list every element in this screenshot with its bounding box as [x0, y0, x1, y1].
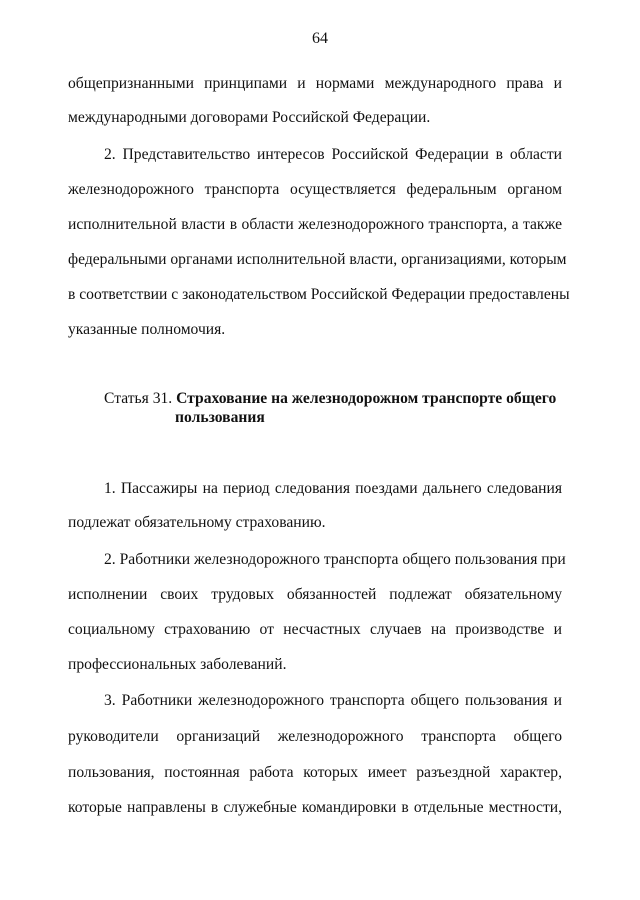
paragraph-line: 1. Пассажиры на период следования поездами дальнего следования — [104, 480, 562, 497]
article-number: Статья 31. — [104, 390, 173, 407]
paragraph-line: 2. Представительство интересов Российской Федерации в области — [104, 146, 562, 163]
paragraph-line: пользования, постоянная работа которых имеет разъездной характер, — [68, 764, 562, 781]
paragraph-line: в соответствии с законодательством Российской Федерации предоставлены — [68, 286, 570, 303]
article-title: Страхование на железнодорожном транспорте общего — [176, 390, 557, 407]
paragraph-line: исполнении своих трудовых обязанностей подлежат обязательному — [68, 586, 562, 603]
paragraph-line: 2. Работники железнодорожного транспорта общего пользования при — [104, 551, 566, 568]
paragraph-line: международными договорами Российской Федерации. — [68, 109, 431, 126]
paragraph-line: руководители организаций железнодорожного транспорта общего — [68, 728, 562, 745]
paragraph-line: общепризнанными принципами и нормами международного права и — [68, 75, 562, 92]
paragraph-line: которые направлены в служебные командировки в отдельные местности, — [68, 799, 562, 816]
paragraph-line: указанные полномочия. — [68, 321, 226, 338]
paragraph-line: 3. Работники железнодорожного транспорта общего пользования и — [104, 692, 562, 709]
article-heading — [104, 389, 556, 409]
paragraph-line: железнодорожного транспорта осуществляется федеральным органом — [68, 181, 562, 198]
paragraph-line: социальному страхованию от несчастных случаев на производстве и — [68, 621, 562, 638]
paragraph-line: подлежат обязательному страхованию. — [68, 514, 326, 531]
paragraph-line: исполнительной власти в области железнодорожного транспорта, а также — [68, 216, 562, 233]
paragraph-line: профессиональных заболеваний. — [68, 656, 287, 673]
paragraph-line: федеральными органами исполнительной власти, организациями, которым — [68, 251, 567, 268]
page-number: 64 — [312, 30, 328, 47]
article-title-continuation: пользования — [175, 409, 265, 426]
